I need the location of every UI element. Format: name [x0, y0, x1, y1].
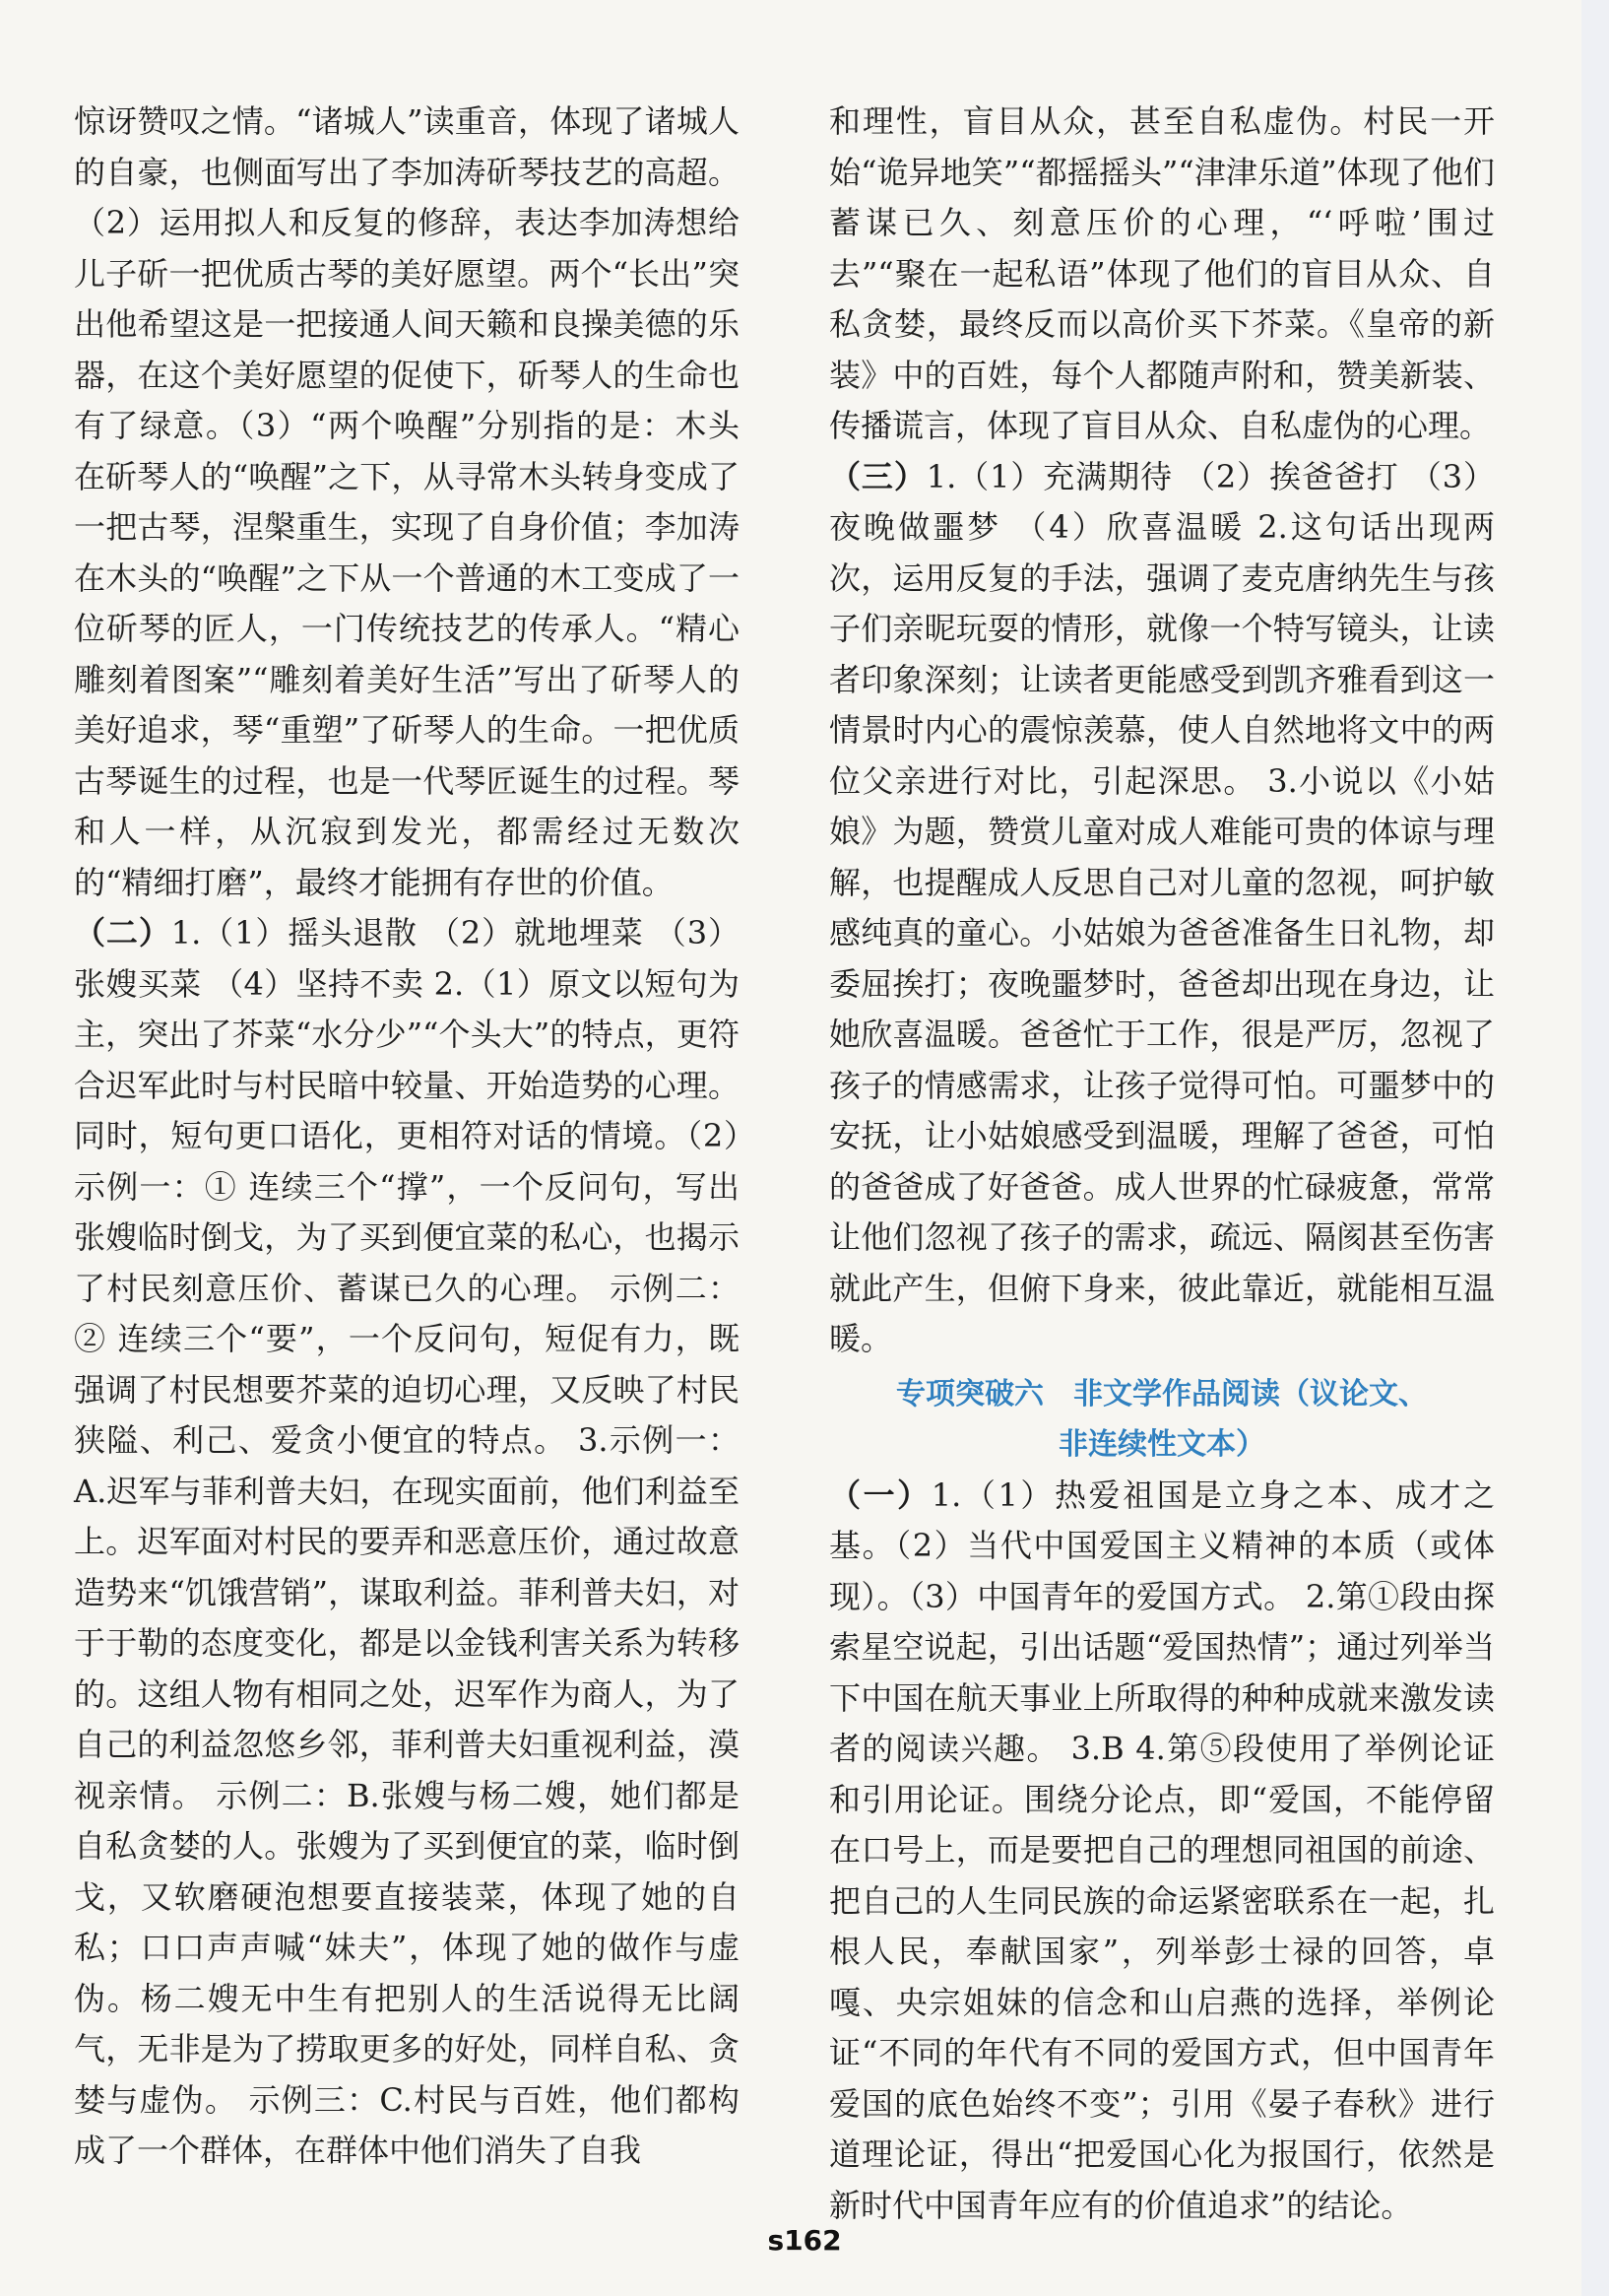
section-label-2: （二）	[74, 914, 171, 951]
section-2-text: 1.（1）摇头退散 （2）就地埋菜 （3）张嫂买菜 （4）坚持不卖 2.（1）原文以短句为主，突出了芥菜“水分少”“个头大”的特点，更符合迟军此时与村民暗中较量、开始造势的心理。同时，短句更口语化，更相符对话的情境。（2）示例一：① 连续三个“撑”，一个反问句，写出张嫂临时倒戈，为了买到便宜菜的私心，也揭示了村民刻意压价、蓄谋已久的心理。 示例二：② 连续三个“要”，一个反问句，短促有力，既强调了村民想要芥菜的迫切心理，又反映了村民狭隘、利己、爱贪小便宜的特点。 3.示例一：A.迟军与菲利普夫妇，在现实面前，他们利益至上。迟军面对村民的要弄和恶意压价，通过故意造势来“饥饿营销”，谋取利益。菲利普夫妇，对于于勒的态度变化，都是以金钱利害关系为转移的。这组人物有相同之处，迟军作为商人，为了自己的利益忽悠乡邻，菲利普夫妇重视利益，漠视亲情。 示例二：B.张嫂与杨二嫂，她们都是自私贪婪的人。张嫂为了买到便宜的菜，临时倒戈，又软磨硬泡想要直接装菜，体现了她的自私；口口声声喊“妹夫”，体现了她的做作与虚伪。杨二嫂无中生有把别人的生活说得无比阔气，无非是为了捞取更多的好处，同样自私、贪婪与虚伪。 示例三：C.村民与百姓，他们都构成了一个群体，在群体中他们消失了自我	[74, 914, 740, 2169]
left-paragraph-1: 惊讶赞叹之情。“诸城人”读重音，体现了诸城人的自豪，也侧面写出了李加涛斫琴技艺的高超。（2）运用拟人和反复的修辞，表达李加涛想给儿子斫一把优质古琴的美好愿望。两个“长出”突出他希望这是一把接通人间天籁和良操美德的乐器，在这个美好愿望的促使下，斫琴人的生命也有了绿意。（3）“两个唤醒”分别指的是：木头在斫琴人的“唤醒”之下，从寻常木头转身变成了一把古琴，涅槃重生，实现了自身价值；李加涛在木头的“唤醒”之下从一个普通的木工变成了一位斫琴的匠人，一门传统技艺的传承人。“精心雕刻着图案”“雕刻着美好生活”写出了斫琴人的美好追求，琴“重塑”了斫琴人的生命。一把优质古琴诞生的过程，也是一代琴匠诞生的过程。琴和人一样，从沉寂到发光，都需经过无数次的“精细打磨”，最终才能拥有存世的价值。	[74, 102, 740, 901]
left-column	[74, 97, 740, 2177]
section-label-1: （一）	[829, 1476, 932, 1514]
right-paragraph-1: 和理性，盲目从众，甚至自私虚伪。村民一开始“诡异地笑”“都摇摇头”“津津乐道”体现了他们蓄谋已久、刻意压价的心理，“‘呼啦’围过去”“聚在一起私语”体现了他们的盲目从众、自私贪婪，最终反而以高价买下芥菜。《皇帝的新装》中的百姓，每个人都随声附和，赞美新装、传播谎言，体现了盲目从众、自私虚伪的心理。	[829, 102, 1495, 444]
right-paragraph-3	[829, 1471, 1495, 2232]
section-1-text: 1.（1）热爱祖国是立身之本、成才之基。（2）当代中国爱国主义精神的本质（或体现）。（3）中国青年的爱国方式。 2.第①段由探索星空说起，引出话题“爱国热情”；通过列举当下中国在航天事业上所取得的种种成就来激发读者的阅读兴趣。 3.B 4.第⑤段使用了举例论证和引用论证。围绕分论点，即“爱国，不能停留在口号上，而是要把自己的理想同祖国的前途、把自己的人生同民族的命运紧密联系在一起，扎根人民，奉献国家”，列举彭士禄的回答，卓嘎、央宗姐妹的信念和山启燕的选择，举例论证“不同的年代有不同的爱国方式，但中国青年爱国的底色始终不变”；引用《晏子春秋》进行道理论证，得出“把爱国心化为报国行，依然是新时代中国青年应有的价值追求”的结论。	[829, 1476, 1495, 2224]
section-heading-line-1: 专项突破六 非文学作品阅读（议论文、	[896, 1376, 1428, 1411]
section-label-3: （三）	[829, 457, 927, 495]
left-paragraph-2	[74, 908, 740, 2177]
page-number: s162	[767, 2224, 842, 2257]
section-heading-line-2: 非连续性文本）	[1059, 1427, 1265, 1462]
right-paragraph-2	[829, 452, 1495, 1365]
right-column	[829, 97, 1495, 2231]
section-3-text: 1.（1）充满期待 （2）挨爸爸打 （3）夜晚做噩梦 （4）欣喜温暖 2.这句话出现两次，运用反复的手法，强调了麦克唐纳先生与孩子们亲昵玩耍的情形，就像一个特写镜头，让读者印象深刻；让读者更能感受到凯齐雅看到这一情景时内心的震惊羡慕，使人自然地将文中的两位父亲进行对比，引起深思。 3.小说以《小姑娘》为题，赞赏儿童对成人难能可贵的体谅与理解，也提醒成人反思自己对儿童的忽视，呵护敏感纯真的童心。小姑娘为爸爸准备生日礼物，却委屈挨打；夜晚噩梦时，爸爸却出现在身边，让她欣喜温暖。爸爸忙于工作，很是严厉，忽视了孩子的情感需求，让孩子觉得可怕。可噩梦中的安抚，让小姑娘感受到温暖，理解了爸爸，可怕的爸爸成了好爸爸。成人世界的忙碌疲惫，常常让他们忽视了孩子的需求，疏远、隔阂甚至伤害就此产生，但俯下身来，彼此靠近，就能相互温暖。	[829, 457, 1495, 1357]
page-edge	[1581, 0, 1609, 2296]
section-heading	[829, 1369, 1495, 1471]
